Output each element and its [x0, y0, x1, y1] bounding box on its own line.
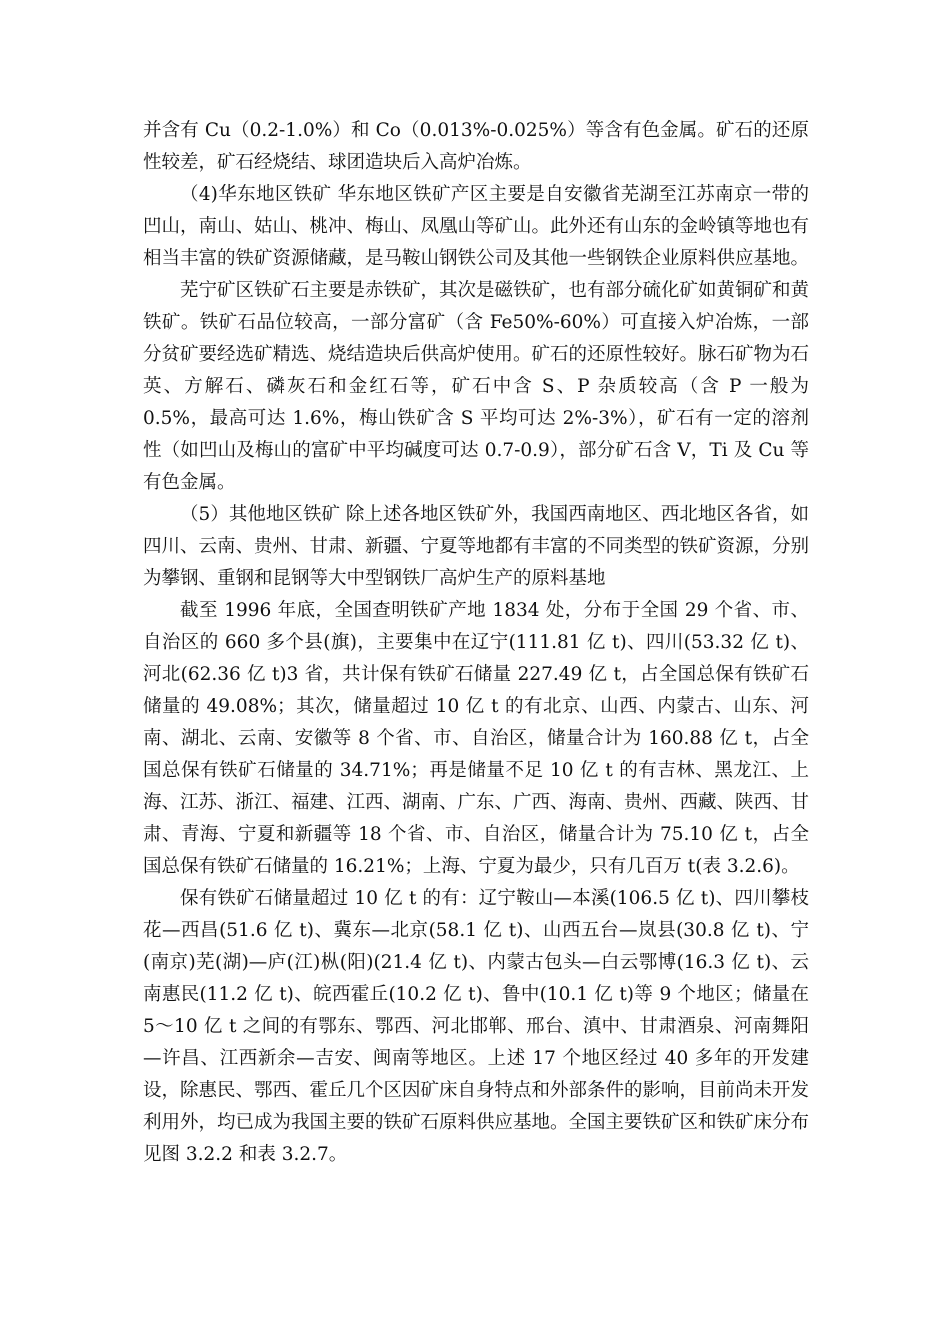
paragraph-1996-reserves-summary: 截至 1996 年底，全国查明铁矿产地 1834 处，分布于全国 29 个省、市、自治区的 660 多个县(旗)，主要集中在辽宁(111.81 亿 t)、四川(53.32 亿 t)、河北(62.36 亿 t)3 省，共计保有铁矿石储量 227.49 亿 t，占全国总保有铁矿石储量的 49.08%；其次，储量超过 10 亿 t 的有北京、山西、内蒙古、山东、河南、湖北、云南、安徽等 8 个省、市、自治区，储量合计为 160.88 亿 t，占全国总保有铁矿石储量的 34.71%；再是储量不足 10 亿 t 的有吉林、黑龙江、上海、江苏、浙江、福建、江西、湖南、广东、广西、海南、贵州、西藏、陕西、甘肃、青海、宁夏和新疆等 18 个省、市、自治区，储量合计为 75.10 亿 t，占全国总保有铁矿石储量的 16.21%；上海、宁夏为最少，只有几百万 t(表 3.2.6)。 — [143, 600, 810, 877]
paragraph-major-reserve-regions: 保有铁矿石储量超过 10 亿 t 的有：辽宁鞍山—本溪(106.5 亿 t)、四川攀枝花—西昌(51.6 亿 t)、冀东—北京(58.1 亿 t)、山西五台—岚县(30.8 亿 t)、宁(南京)芜(湖)—庐(江)枞(阳)(21.4 亿 t)、内蒙古包头—白云鄂博(16.3 亿 t)、云南惠民(11.2 亿 t)、皖西霍丘(10.2 亿 t)、鲁中(10.1 亿 t)等 9 个地区；储量在 5～10 亿 t 之间的有鄂东、鄂西、河北邯郸、邢台、滇中、甘肃酒泉、河南舞阳—许昌、江西新余—吉安、闽南等地区。上述 17 个地区经过 40 多年的开发建设，除惠民、鄂西、霍丘几个区因矿床自身特点和外部条件的影响，目前尚未开发利用外，均已成为我国主要的铁矿石原料供应基地。全国主要铁矿区和铁矿床分布见图 3.2.2 和表 3.2.7。 — [143, 888, 810, 1165]
paragraph-east-china-iron-ore: （4)华东地区铁矿 华东地区铁矿产区主要是自安徽省芜湖至江苏南京一带的凹山，南山、姑山、桃冲、梅山、凤凰山等矿山。此外还有山东的金岭镇等地也有相当丰富的铁矿资源储藏，是马鞍山钢铁公司及其他一些钢铁企业原料供应基地。 — [143, 184, 810, 269]
paragraph-other-regions-iron-ore: （5）其他地区铁矿 除上述各地区铁矿外，我国西南地区、西北地区各省，如四川、云南、贵州、甘肃、新疆、宁夏等地都有丰富的不同类型的铁矿资源，分别为攀钢、重钢和昆钢等大中型钢铁厂高炉生产的原料基地 — [143, 504, 810, 589]
document-body — [143, 115, 809, 1171]
paragraph-ore-reducibility: 并含有 Cu（0.2-1.0%）和 Co（0.013%-0.025%）等含有色金属。矿石的还原性较差，矿石经烧结、球团造块后入高炉冶炼。 — [143, 120, 809, 173]
paragraph-wuning-ore-district: 芜宁矿区铁矿石主要是赤铁矿，其次是磁铁矿，也有部分硫化矿如黄铜矿和黄铁矿。铁矿石品位较高，一部分富矿（含 Fe50%-60%）可直接入炉冶炼，一部分贫矿要经选矿精选、烧结造块后供高炉使用。矿石的还原性较好。脉石矿物为石英、方解石、磷灰石和金红石等，矿石中含 S、P 杂质较高（含 P 一般为 0.5%，最高可达 1.6%，梅山铁矿含 S 平均可达 2%-3%），矿石有一定的溶剂性（如凹山及梅山的富矿中平均碱度可达 0.7-0.9），部分矿石含 V，Ti 及 Cu 等有色金属。 — [143, 280, 810, 493]
